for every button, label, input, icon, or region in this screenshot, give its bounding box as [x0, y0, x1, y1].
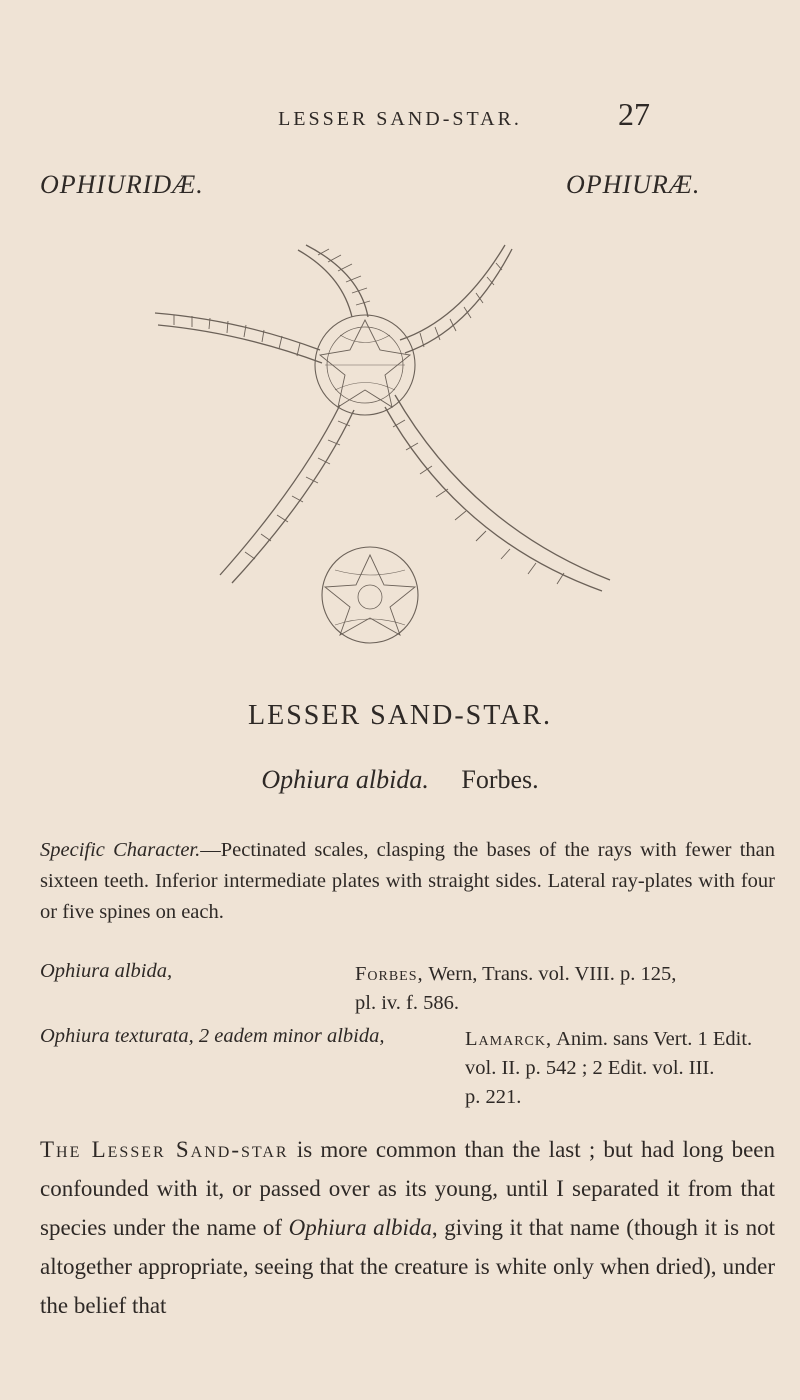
synonym-author: Lamarck,	[465, 1028, 553, 1050]
synonym-ref-line3: p. 221.	[465, 1086, 522, 1108]
page-number: 27	[618, 96, 650, 132]
arm-left	[155, 313, 322, 363]
arm-upper	[298, 245, 370, 317]
species-name: Ophiura albida.	[261, 765, 429, 794]
synonym-name: Ophiura albida,	[40, 960, 173, 982]
species-author: Forbes.	[461, 765, 539, 794]
synonym-reference	[465, 1025, 775, 1112]
synonym-ref-line1: Anim. sans Vert. 1 Edit.	[556, 1028, 753, 1050]
synonym-ref-line1: Wern, Trans. vol. VIII. p. 125,	[428, 963, 677, 985]
family-name: OPHIURIDÆ.	[40, 170, 204, 199]
body-paragraph	[40, 1130, 775, 1325]
body-text-part2: , giving it that name (though it is not altogether appropriate, seeing that the creature is white only when dried), under the belief that	[40, 1215, 776, 1318]
synonym-ref-line2: pl. iv. f. 586.	[355, 992, 460, 1014]
arm-lower-right	[385, 395, 610, 591]
synonym-author: Forbes,	[355, 963, 424, 985]
brittle-star-illustration	[130, 225, 690, 675]
body-text-part1: is more common than the last ; but had long been confounded with it, or passed over as its young, until I separated it from that species under the name of	[40, 1137, 775, 1240]
arm-upper-right	[400, 245, 512, 353]
body-species: Ophiura albida	[288, 1215, 432, 1240]
body-lead: The Lesser Sand-star	[40, 1137, 289, 1162]
specific-character-text: —Pectinated scales, clasping the bases of the rays with fewer than sixteen teeth. Inferior intermediate plates with straight sides. Lateral ray-plates with four or five spines on each.	[40, 839, 775, 923]
specific-character-label: Specific Character.	[40, 839, 201, 861]
synonym-name: Ophiura texturata, 2 eadem minor albida,	[40, 1025, 385, 1047]
arm-lower-left	[220, 405, 354, 583]
running-head: LESSER SAND-STAR.	[278, 108, 522, 130]
synonym-ref-line2: vol. II. p. 542 ; 2 Edit. vol. III.	[465, 1057, 715, 1079]
section-title: LESSER SAND-STAR.	[247, 700, 553, 731]
specific-character	[40, 835, 775, 928]
underside-disc-detail	[322, 547, 418, 643]
binomial-name	[0, 765, 800, 795]
synonym-reference	[355, 960, 775, 1018]
genus-name: OPHIURÆ.	[566, 170, 701, 199]
